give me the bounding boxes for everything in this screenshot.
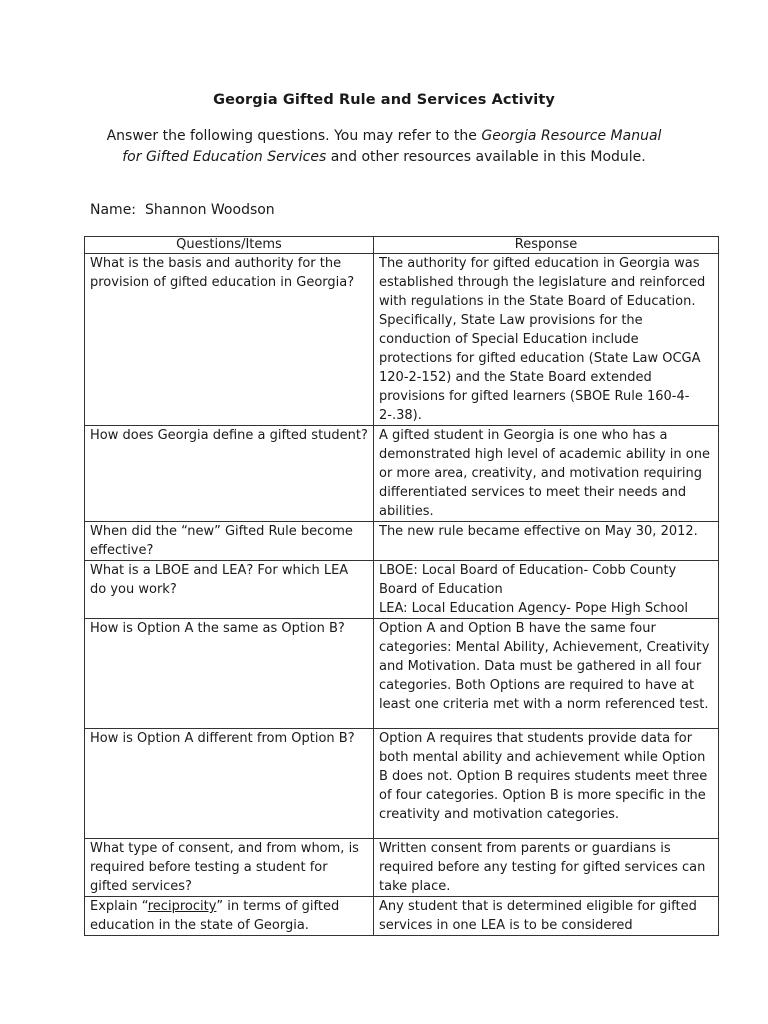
table-row: [85, 729, 719, 839]
questions-table: [84, 236, 719, 936]
name-value: Shannon Woodson: [144, 202, 275, 218]
table-row: [85, 839, 719, 897]
question-cell: How does Georgia define a gifted student?: [85, 426, 374, 522]
response-lea: LEA: Local Education Agency- Pope High School: [379, 601, 689, 616]
question-cell: [85, 897, 374, 936]
instructions: [100, 126, 668, 168]
response-lboe: LBOE: Local Board of Education- Cobb County Board of Education: [379, 563, 677, 597]
response-cell: Option A requires that students provide data for both mental ability and achievement while Option B does not. Option B requires students meet three of four categories. Option B is more specific in the creativity and motivation categories.: [374, 729, 719, 839]
table-row: [85, 561, 719, 619]
instructions-text-2: and other resources available in this Module.: [326, 149, 646, 165]
response-cell: Option A and Option B have the same four categories: Mental Ability, Achievement, Creativity and Motivation. Data must be gathered in all four categories. Both Options are required to have at least one criteria met with a norm referenced test.: [374, 619, 719, 729]
name-label: Name:: [90, 202, 137, 218]
table-row: [85, 897, 719, 936]
name-line: [90, 202, 275, 218]
instructions-text-1: Answer the following questions. You may refer to the: [106, 128, 482, 144]
question-cell: What is the basis and authority for the provision of gifted education in Georgia?: [85, 254, 374, 426]
question-cell: What type of consent, and from whom, is required before testing a student for gifted services?: [85, 839, 374, 897]
document-title: Georgia Gifted Rule and Services Activity: [213, 92, 555, 108]
question-cell: What is a LBOE and LEA? For which LEA do you work?: [85, 561, 374, 619]
response-cell: [374, 561, 719, 619]
table-row: [85, 522, 719, 561]
response-cell: The new rule became effective on May 30, 2012.: [374, 522, 719, 561]
question-cell: When did the “new” Gifted Rule become effective?: [85, 522, 374, 561]
table-row: [85, 426, 719, 522]
question-text-pre: Explain “: [90, 899, 148, 914]
response-cell: A gifted student in Georgia is one who has a demonstrated high level of academic ability in one or more area, creativity, and motivation requiring differentiated services to meet their needs and abilities.: [374, 426, 719, 522]
response-cell: The authority for gifted education in Georgia was established through the legislature and reinforced with regulations in the State Board of Education. Specifically, State Law provisions for the conduction of Special Education include protections for gifted education (State Law OCGA 120-2-152) and the State Board extended provisions for gifted learners (SBOE Rule 160-4-2-.38).: [374, 254, 719, 426]
question-text-post: ” in terms of gifted education in the state of Georgia.: [90, 899, 340, 933]
table-row: [85, 619, 719, 729]
reciprocity-term: reciprocity: [147, 899, 217, 914]
question-cell: How is Option A different from Option B?: [85, 729, 374, 839]
response-cell: Any student that is determined eligible for gifted services in one LEA is to be considered: [374, 897, 719, 936]
table-row: [85, 254, 719, 426]
table-header-row: [85, 237, 719, 254]
resource-manual-title: Georgia Resource Manual for Gifted Education Services: [122, 128, 662, 165]
question-cell: How is Option A the same as Option B?: [85, 619, 374, 729]
header-response: Response: [374, 237, 719, 254]
response-cell: Written consent from parents or guardians is required before any testing for gifted services can take place.: [374, 839, 719, 897]
header-questions: Questions/Items: [85, 237, 374, 254]
